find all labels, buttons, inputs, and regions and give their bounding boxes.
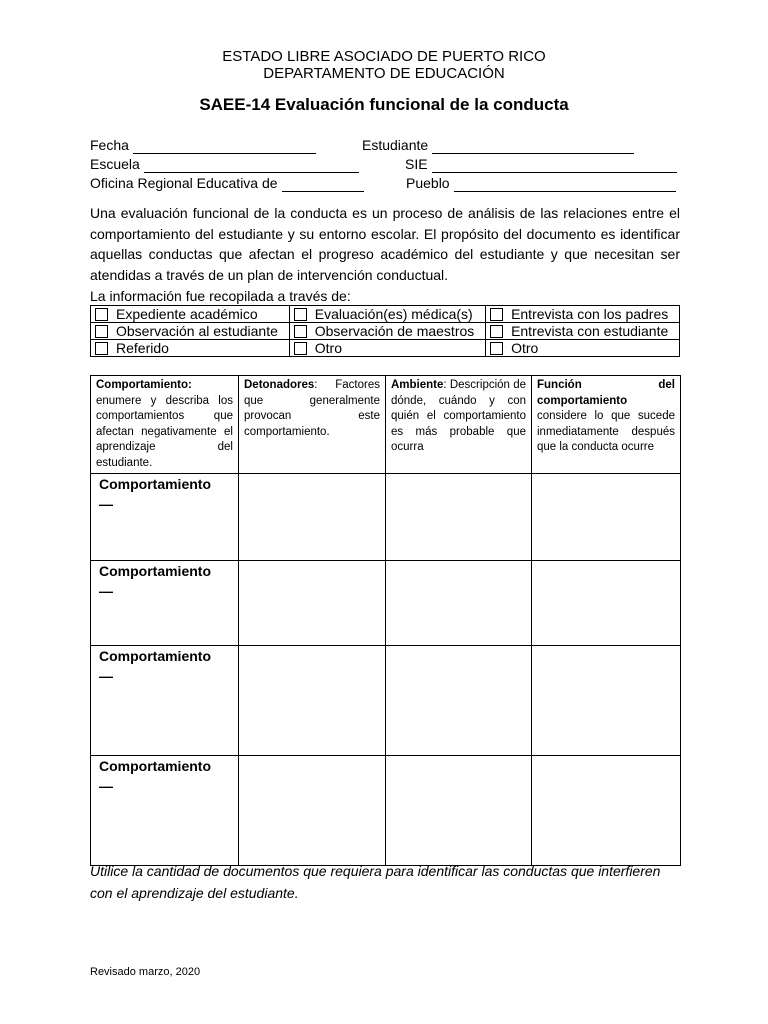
function-cell[interactable] xyxy=(532,474,681,561)
sources-row xyxy=(91,340,680,357)
pueblo-field[interactable] xyxy=(406,174,676,192)
page-title: SAEE-14 Evaluación funcional de la conducta xyxy=(199,95,569,114)
behavior-dash: — xyxy=(99,668,113,684)
escuela-label: Escuela xyxy=(90,156,140,172)
sources-row xyxy=(91,323,680,340)
behavior-cell[interactable] xyxy=(91,646,239,756)
behavior-label: Comportamiento xyxy=(99,563,211,579)
revision-footer: Revisado marzo, 2020 xyxy=(90,966,201,978)
environment-cell[interactable] xyxy=(386,474,532,561)
fecha-field[interactable] xyxy=(90,136,316,154)
behavior-cell[interactable] xyxy=(91,561,239,646)
pueblo-blank[interactable] xyxy=(454,177,676,192)
function-cell[interactable] xyxy=(532,756,681,866)
header-ambiente-bold: Ambiente xyxy=(391,379,444,391)
usage-note: Utilice la cantidad de documentos que requiera para identificar las conductas que interfieren con el aprendizaje del estudiante. xyxy=(90,863,661,901)
oficina-field[interactable] xyxy=(90,174,364,192)
estudiante-field[interactable] xyxy=(362,136,634,154)
option-cell[interactable] xyxy=(289,323,485,340)
escuela-field[interactable] xyxy=(90,155,359,173)
estudiante-label: Estudiante xyxy=(362,137,429,153)
header-comportamiento-bold: Comportamiento: xyxy=(96,379,192,391)
checkbox-icon[interactable] xyxy=(294,342,307,355)
option-cell[interactable] xyxy=(486,340,680,357)
behavior-dash: — xyxy=(99,778,113,794)
sie-label: SIE xyxy=(405,156,428,172)
checkbox-icon[interactable] xyxy=(294,308,307,321)
checkbox-icon[interactable] xyxy=(95,308,108,321)
option-cell[interactable] xyxy=(91,323,290,340)
estudiante-blank[interactable] xyxy=(432,139,634,154)
option-label: Otro xyxy=(314,340,342,356)
environment-cell[interactable] xyxy=(386,756,532,866)
intro-paragraph: Una evaluación funcional de la conducta es un proceso de análisis de las relaciones entre el comportamiento del estudiante y su entorno escolar. El propósito del documento es identificar aquellas conductas que afectan el progreso académico del estudiante y que necesitan ser atendidas a través de un plan de intervención conductual. xyxy=(90,205,680,283)
triggers-cell[interactable] xyxy=(239,756,386,866)
triggers-cell[interactable] xyxy=(239,474,386,561)
option-cell[interactable] xyxy=(91,340,290,357)
header-department: DEPARTAMENTO DE EDUCACIÓN xyxy=(263,65,505,82)
option-cell[interactable] xyxy=(91,306,290,323)
option-cell[interactable] xyxy=(289,340,485,357)
table-row xyxy=(91,561,681,646)
checkbox-icon[interactable] xyxy=(95,342,108,355)
header-funcion-text: considere lo que sucede inmediatamente después que la conducta ocurre xyxy=(537,410,675,453)
option-label: Entrevista con los padres xyxy=(511,306,669,322)
behavior-dash: — xyxy=(99,583,113,599)
recopilada-label: La información fue recopilada a través de: xyxy=(90,288,351,304)
fecha-blank[interactable] xyxy=(133,139,316,154)
pueblo-label: Pueblo xyxy=(406,175,450,191)
header-detonadores-bold: Detonadores xyxy=(244,379,315,391)
table-row xyxy=(91,474,681,561)
checkbox-icon[interactable] xyxy=(490,308,503,321)
header-funcion xyxy=(532,376,681,474)
sources-table xyxy=(90,305,680,357)
option-label: Observación de maestros xyxy=(314,323,475,339)
table-header-row xyxy=(91,376,681,474)
oficina-blank[interactable] xyxy=(282,177,364,192)
header-comportamiento-text: enumere y describa los comportamientos que afectan negativamente el aprendizaje del estudiante. xyxy=(96,394,233,469)
environment-cell[interactable] xyxy=(386,561,532,646)
behavior-label: Comportamiento xyxy=(99,476,211,492)
option-label: Referido xyxy=(116,340,169,356)
header-funcion-bold: Función del comportamiento xyxy=(537,379,675,407)
option-cell[interactable] xyxy=(486,306,680,323)
header-ambiente xyxy=(386,376,532,474)
checkbox-icon[interactable] xyxy=(490,325,503,338)
behavior-cell[interactable] xyxy=(91,474,239,561)
header-ambiente-text: : Descripción de dónde, cuándo y con quién el comportamiento es más probable que ocurra xyxy=(391,379,526,453)
environment-cell[interactable] xyxy=(386,646,532,756)
behavior-cell[interactable] xyxy=(91,756,239,866)
option-label: Observación al estudiante xyxy=(116,323,278,339)
header-detonadores-text: : Factores que generalmente provocan este comportamiento. xyxy=(244,379,380,438)
option-label: Evaluación(es) médica(s) xyxy=(314,306,473,322)
option-cell[interactable] xyxy=(289,306,485,323)
behavior-label: Comportamiento xyxy=(99,758,211,774)
oficina-label: Oficina Regional Educativa de xyxy=(90,175,278,191)
evaluation-table xyxy=(90,375,681,866)
checkbox-icon[interactable] xyxy=(95,325,108,338)
triggers-cell[interactable] xyxy=(239,646,386,756)
checkbox-icon[interactable] xyxy=(490,342,503,355)
function-cell[interactable] xyxy=(532,561,681,646)
behavior-dash: — xyxy=(99,496,113,512)
escuela-blank[interactable] xyxy=(144,158,359,173)
sources-row xyxy=(91,306,680,323)
option-cell[interactable] xyxy=(486,323,680,340)
sie-field[interactable] xyxy=(405,155,677,173)
option-label: Otro xyxy=(511,340,539,356)
table-row xyxy=(91,646,681,756)
triggers-cell[interactable] xyxy=(239,561,386,646)
option-label: Entrevista con estudiante xyxy=(511,323,669,339)
option-label: Expediente académico xyxy=(116,306,258,322)
sie-blank[interactable] xyxy=(432,158,677,173)
checkbox-icon[interactable] xyxy=(294,325,307,338)
function-cell[interactable] xyxy=(532,646,681,756)
header-comportamiento xyxy=(91,376,239,474)
table-row xyxy=(91,756,681,866)
header-agency: ESTADO LIBRE ASOCIADO DE PUERTO RICO xyxy=(222,48,546,65)
fecha-label: Fecha xyxy=(90,137,129,153)
behavior-label: Comportamiento xyxy=(99,648,211,664)
header-detonadores xyxy=(239,376,386,474)
